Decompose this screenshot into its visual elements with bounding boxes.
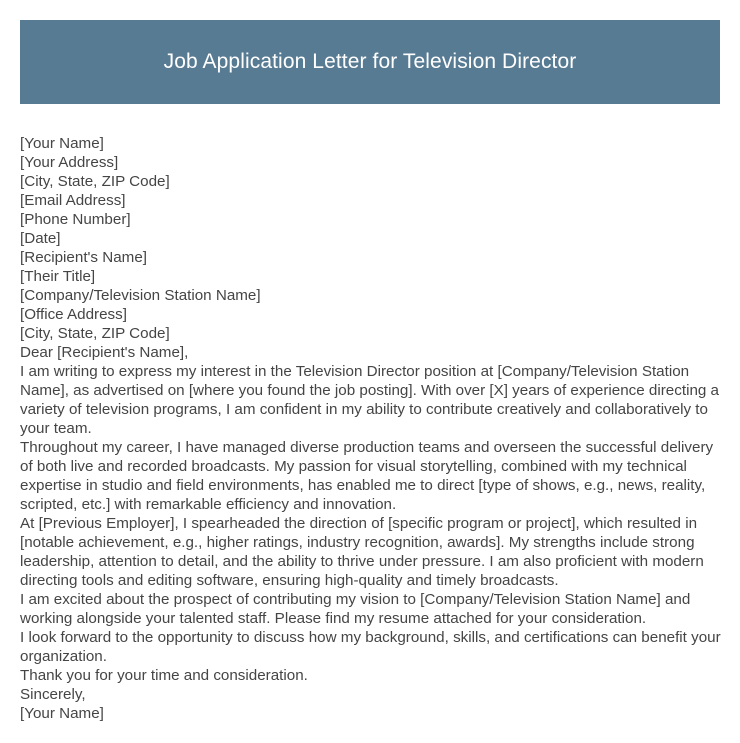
- page-title: Job Application Letter for Television Director: [163, 50, 577, 73]
- closing: Sincerely,: [20, 686, 86, 703]
- paragraph-follow-up: I look forward to the opportunity to discuss how my background, skills, and certifications can benefit your organization.: [20, 629, 721, 665]
- salutation: Dear [Recipient's Name],: [20, 344, 189, 361]
- recipient-company: [Company/Television Station Name]: [20, 287, 261, 304]
- paragraph-experience: Throughout my career, I have managed diverse production teams and overseen the successful delivery of both live and recorded broadcasts. My passion for visual storytelling, combined with my technical expertise in studio and field environments, has enabled me to direct [type of shows, e.g., news, reality, scripted, etc.] with remarkable efficiency and innovation.: [20, 439, 714, 513]
- title-banner: [20, 20, 720, 104]
- recipient-name: [Recipient's Name]: [20, 249, 147, 266]
- letter-date: [Date]: [20, 230, 61, 247]
- sender-phone: [Phone Number]: [20, 211, 131, 228]
- recipient-title: [Their Title]: [20, 268, 96, 285]
- paragraph-achievements: At [Previous Employer], I spearheaded the direction of [specific program or project], which resulted in [notable achievement, e.g., higher ratings, industry recognition, awards]. My strengths include strong leadership, attention to detail, and the ability to thrive under pressure. I am also proficient with modern directing tools and editing software, ensuring high-quality and timely broadcasts.: [20, 515, 704, 589]
- paragraph-intro: I am writing to express my interest in the Television Director position at [Company/Television Station Name], as advertised on [where you found the job posting]. With over [X] years of experience directing a variety of television programs, I am confident in my ability to contribute creatively and collaboratively to your team.: [20, 363, 720, 437]
- sender-email: [Email Address]: [20, 192, 126, 209]
- signature: [Your Name]: [20, 705, 104, 722]
- sender-name: [Your Name]: [20, 135, 104, 152]
- paragraph-thanks: Thank you for your time and consideration.: [20, 667, 308, 684]
- sender-city-state-zip: [City, State, ZIP Code]: [20, 173, 170, 190]
- paragraph-interest: I am excited about the prospect of contributing my vision to [Company/Television Station Name] and working alongside your talented staff. Please find my resume attached for your consideration.: [20, 591, 691, 627]
- recipient-city-state-zip: [City, State, ZIP Code]: [20, 325, 170, 342]
- sender-address: [Your Address]: [20, 154, 119, 171]
- letter-body: [20, 134, 722, 723]
- recipient-address: [Office Address]: [20, 306, 127, 323]
